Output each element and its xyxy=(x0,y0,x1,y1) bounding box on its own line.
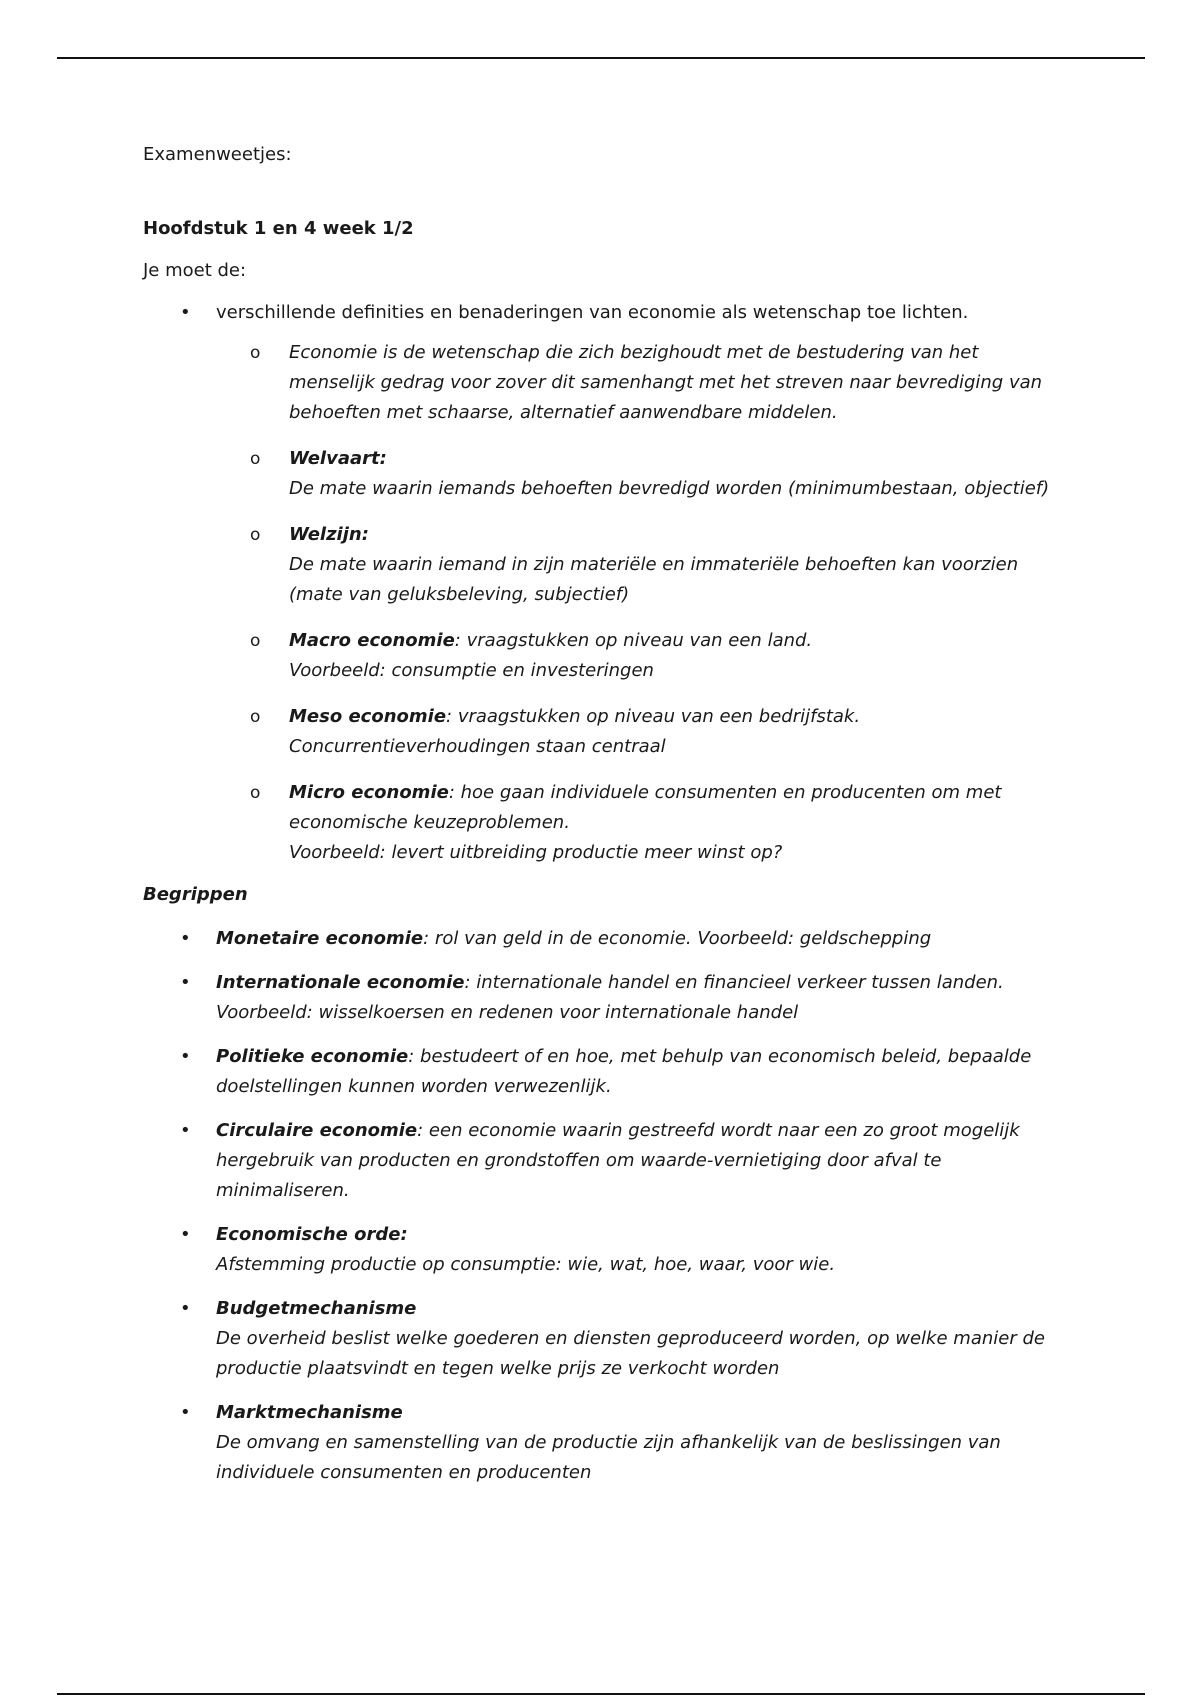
circle-bullet-icon: o xyxy=(250,783,261,803)
list-item xyxy=(143,298,1063,868)
term-extra: De mate waarin iemand in zijn materiële en immateriële behoeften kan voorzien (mate van geluksbeleving, subjectief) xyxy=(289,554,1019,605)
list-item xyxy=(216,444,1063,504)
objectives-list xyxy=(143,298,1063,868)
circle-bullet-icon: o xyxy=(250,707,261,727)
term-definition: : bestudeert of en hoe, met behulp van economisch beleid, bepaalde doelstellingen kunnen worden verwezenlijk. xyxy=(216,1046,1032,1097)
list-item xyxy=(143,1398,1063,1488)
bullet-icon: • xyxy=(180,1298,191,1319)
list-item xyxy=(143,968,1063,1028)
term-label: Budgetmechanisme xyxy=(216,1298,417,1319)
circle-bullet-icon: o xyxy=(250,449,261,469)
term-extra: Voorbeeld: consumptie en investeringen xyxy=(289,660,654,681)
list-item xyxy=(216,626,1063,686)
list-item xyxy=(143,1042,1063,1102)
term-label: Circulaire economie xyxy=(216,1120,418,1141)
top-divider xyxy=(57,57,1145,59)
list-item xyxy=(143,1116,1063,1206)
term-label: Politieke economie xyxy=(216,1046,409,1067)
term-label: Internationale economie xyxy=(216,972,465,993)
bullet-icon: • xyxy=(180,1120,191,1141)
bullet-icon: • xyxy=(180,1224,191,1245)
term-label: Meso economie xyxy=(289,706,447,727)
term-extra: Voorbeeld: levert uitbreiding productie meer winst op? xyxy=(289,842,783,863)
intro-text: Examenweetjes: xyxy=(143,144,292,165)
bullet-icon: • xyxy=(180,1046,191,1067)
term-extra: De mate waarin iemands behoeften bevredigd worden (minimumbestaan, objectief) xyxy=(289,478,1050,499)
begrippen-heading: Begrippen xyxy=(143,884,248,905)
term-extra: De overheid beslist welke goederen en diensten geproduceerd worden, op welke manier de productie plaatsvindt en tegen welke prijs ze verkocht worden xyxy=(216,1328,1045,1379)
document-body xyxy=(143,140,1063,1502)
term-definition: : internationale handel en financieel verkeer tussen landen. xyxy=(464,972,1004,993)
main-bullet-text: verschillende definities en benaderingen van economie als wetenschap toe lichten. xyxy=(216,302,969,323)
circle-bullet-icon: o xyxy=(250,631,261,651)
term-label: Welvaart: xyxy=(289,448,387,469)
term-label: Monetaire economie xyxy=(216,928,424,949)
term-extra: De omvang en samenstelling van de productie zijn afhankelijk van de beslissingen van individuele consumenten en producenten xyxy=(216,1432,1001,1483)
circle-bullet-icon: o xyxy=(250,525,261,545)
list-item xyxy=(216,520,1063,610)
list-item xyxy=(143,1220,1063,1280)
list-item xyxy=(216,702,1063,762)
definitions-list xyxy=(216,338,1063,868)
list-item xyxy=(143,1294,1063,1384)
term-label: Economische orde: xyxy=(216,1224,408,1245)
term-definition: : hoe gaan individuele consumenten en producenten om met economische keuzeproblemen. xyxy=(289,782,1002,833)
term-extra: Voorbeeld: wisselkoersen en redenen voor internationale handel xyxy=(216,1002,799,1023)
term-label: Welzijn: xyxy=(289,524,369,545)
term-extra: Concurrentieverhoudingen staan centraal xyxy=(289,736,666,757)
lead-text: Je moet de: xyxy=(143,260,247,281)
bullet-icon: • xyxy=(180,1402,191,1423)
list-item xyxy=(216,778,1063,868)
begrippen-list xyxy=(143,924,1063,1488)
chapter-heading: Hoofdstuk 1 en 4 week 1/2 xyxy=(143,218,414,239)
bullet-icon: • xyxy=(180,928,191,949)
term-definition: : vraagstukken op niveau van een land. xyxy=(454,630,813,651)
circle-bullet-icon: o xyxy=(250,343,261,363)
bullet-icon: • xyxy=(180,972,191,993)
term-label: Marktmechanisme xyxy=(216,1402,403,1423)
term-label: Macro economie xyxy=(289,630,455,651)
bottom-divider xyxy=(57,1693,1145,1695)
definition-text: Economie is de wetenschap die zich bezighoudt met de bestudering van het menselijk gedrag voor zover dit samenhangt met het streven naar bevrediging van behoeften met schaarse, alternatief aanwendbare middelen. xyxy=(289,342,1043,423)
term-definition: : vraagstukken op niveau van een bedrijfstak. xyxy=(446,706,861,727)
term-extra: Afstemming productie op consumptie: wie, wat, hoe, waar, voor wie. xyxy=(216,1254,836,1275)
list-item xyxy=(143,924,1063,954)
term-label: Micro economie xyxy=(289,782,449,803)
bullet-icon: • xyxy=(180,302,191,323)
list-item xyxy=(216,338,1063,428)
term-definition: : rol van geld in de economie. Voorbeeld: geldschepping xyxy=(423,928,932,949)
term-definition: : een economie waarin gestreefd wordt naar een zo groot mogelijk hergebruik van producten en grondstoffen om waarde-vernietiging door afval te minimaliseren. xyxy=(216,1120,1020,1201)
